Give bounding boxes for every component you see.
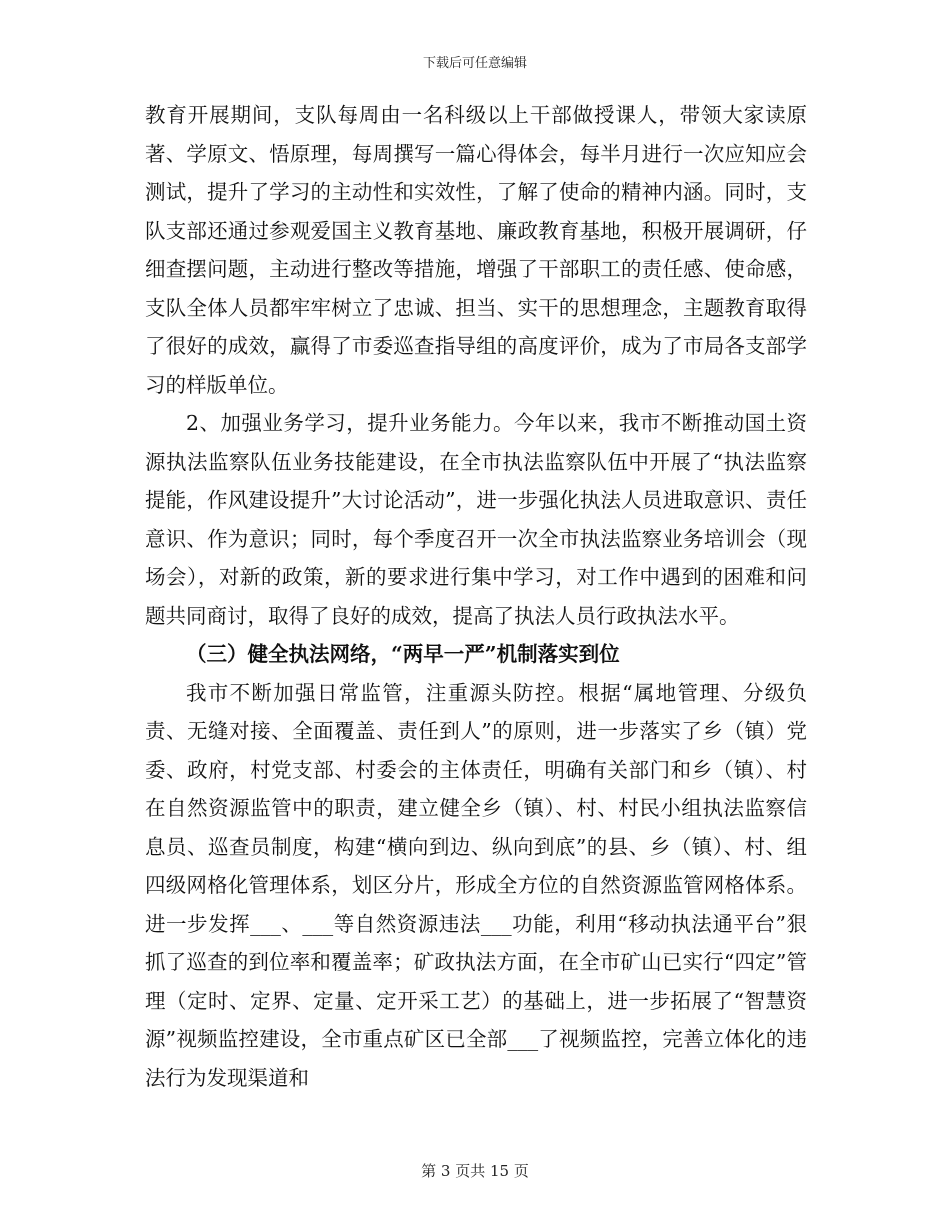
body-paragraph-3: 我市不断加强日常监管，注重源头防控。根据“属地管理、分级负责、无缝对接、全面覆盖、责任到人”的原则，进一步落实了乡（镇）党委、政府，村党支部、村委会的主体责任，明确有关部门和乡（镇）、村在自然资源监管中的职责，建立健全乡（镇）、村、村民小组执法监察信息员、巡查员制度，构建“横向到边、纵向到底”的县、乡（镇）、村、组四级网格化管理体系，划区分片，形成全方位的自然资源监管网格体系。进一步发挥___、___等自然资源违法___功能，利用“移动执法通平台”狠抓了巡查的到位率和覆盖率；矿政执法方面，在全市矿山已实行“四定”管理（定时、定界、定量、定开采工艺）的基础上，进一步拓展了“智慧资源”视频监控建设，全市重点矿区已全部___了视频监控，完善立体化的违法行为发现渠道和 [145,680,807,1090]
document-body [145,96,807,1097]
section-heading: （三）健全执法网络，“两早一严”机制落实到位 [186,642,620,666]
body-paragraph-2: 2、加强业务学习，提升业务能力。今年以来，我市不断推动国土资源执法监察队伍业务技能建设，在全市执法监察队伍中开展了“执法监察提能，作风建设提升”大讨论活动”，进一步强化执法人员进取意识、责任意识、作为意识；同时，每个季度召开一次全市执法监察业务培训会（现场会），对新的政策，新的要求进行集中学习，对工作中遇到的困难和问题共同商讨，取得了良好的成效，提高了执法人员行政执法水平。 [145,411,807,628]
body-paragraph-1: 教育开展期间，支队每周由一名科级以上干部做授课人，带领大家读原著、学原文、悟原理，每周撰写一篇心得体会，每半月进行一次应知应会测试，提升了学习的主动性和实效性，了解了使命的精神内涵。同时，支队支部还通过参观爱国主义教育基地、廉政教育基地，积极开展调研，仔细查摆问题，主动进行整改等措施，增强了干部职工的责任感、使命感，支队全体人员都牢牢树立了忠诚、担当、实干的思想理念，主题教育取得了很好的成效，赢得了市委巡查指导组的高度评价，成为了市局各支部学习的样版单位。 [145,103,807,397]
page-header-note: 下载后可任意编辑 [422,56,527,71]
page-number-footer: 第 3 页共 15 页 [421,1162,529,1180]
